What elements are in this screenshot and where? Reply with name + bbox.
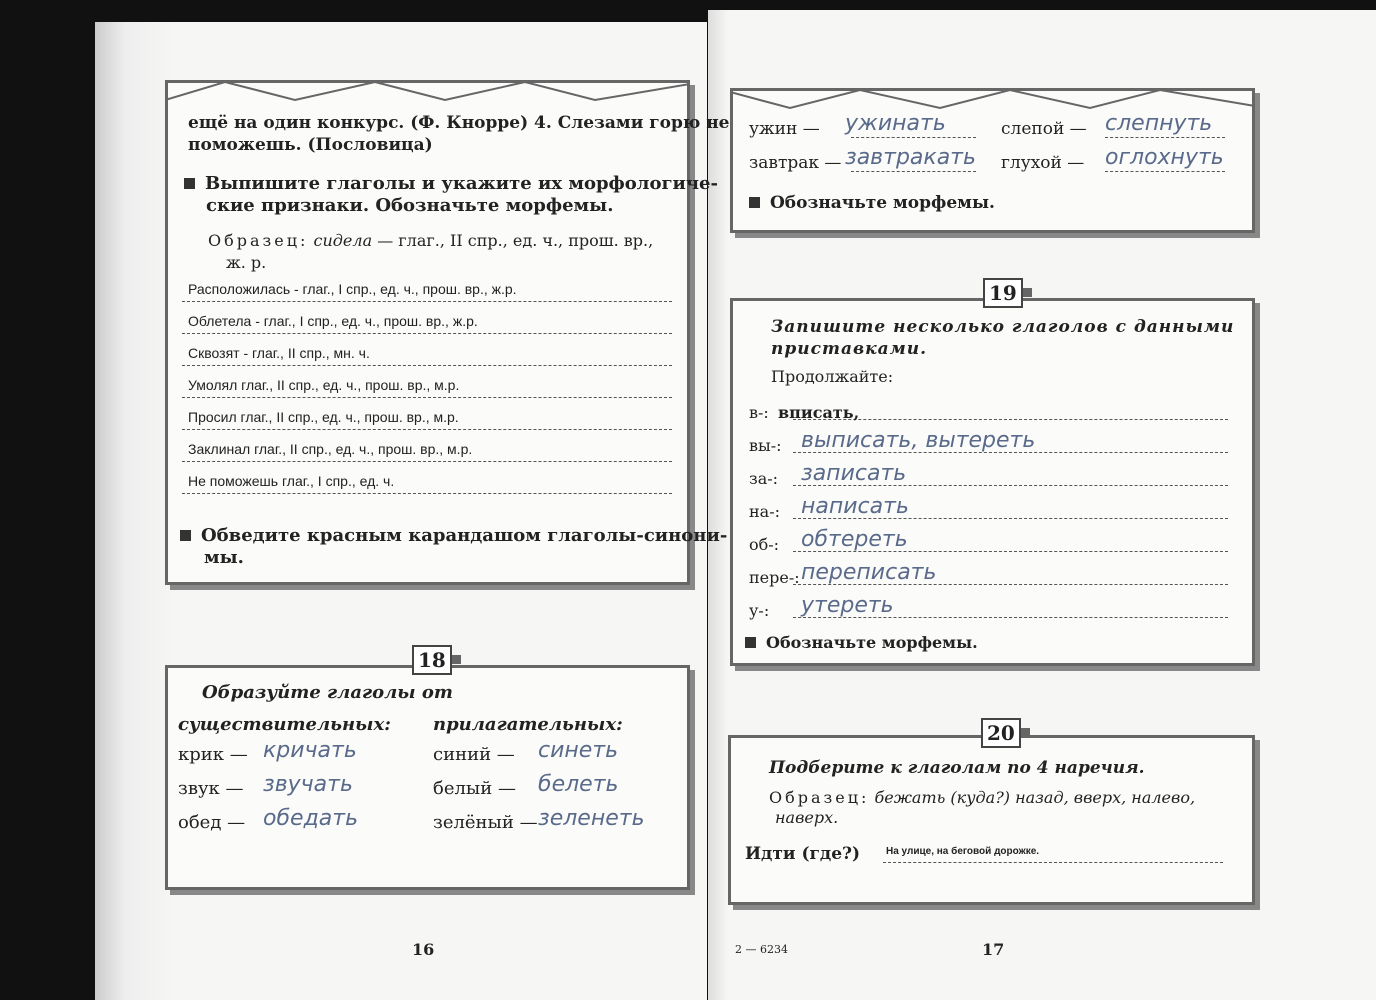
exercise-top-box	[730, 88, 1255, 233]
task-text: мы.	[204, 547, 244, 568]
base-noun: крик —	[178, 744, 248, 765]
handwritten-answer[interactable]: написать	[801, 494, 909, 519]
answer-line	[182, 365, 672, 366]
answer-text[interactable]: Облетела - глаг., I спр., ед. ч., прош. вр., ж.р.	[188, 313, 478, 329]
exercise-number: 20	[981, 718, 1021, 748]
exercise-17-box	[165, 80, 730, 585]
answer-line	[851, 171, 976, 172]
sample: ж. р.	[226, 253, 267, 272]
task-text: Обведите красным карандашом глаголы-синони-	[180, 525, 727, 546]
handwritten-answer[interactable]: слепнуть	[1105, 111, 1213, 136]
answer-line	[883, 862, 1223, 863]
answer-text[interactable]: Сквозят - глаг., II спр., мн. ч.	[188, 345, 370, 361]
question: Идти (где?)	[745, 844, 861, 864]
base-adjective: белый —	[433, 778, 516, 799]
prefix-label: пере-:	[749, 568, 800, 587]
sample: Образец: сидела — глаг., II спр., ед. ч., прош. вр.,	[208, 231, 654, 250]
handwritten-answer[interactable]: обтереть	[801, 527, 908, 552]
handwritten-answer[interactable]: белеть	[538, 772, 619, 797]
answer-text[interactable]: Не поможешь глаг., I спр., ед. ч.	[188, 473, 395, 489]
handwritten-answer[interactable]: оглохнуть	[1105, 145, 1224, 170]
prefix-label: об-:	[749, 535, 780, 554]
prefix-label: на-:	[749, 502, 780, 521]
handwritten-answer[interactable]: ужинать	[845, 111, 946, 136]
sample-answer: вписать,	[778, 403, 860, 422]
answer-text[interactable]: Заклинал глаг., II спр., ед. ч., прош. вр., м.р.	[188, 441, 473, 457]
base-adjective: слепой —	[1001, 119, 1087, 139]
task-text: Обозначьте морфемы.	[749, 193, 995, 213]
handwritten-answer[interactable]: звучать	[263, 772, 353, 797]
base-adjective: синий —	[433, 744, 515, 765]
task-text: ские признаки. Обозначьте морфемы.	[206, 195, 614, 216]
answer-line	[851, 137, 976, 138]
intro-line: поможешь. (Пословица)	[188, 135, 433, 155]
answer-text[interactable]: Умолял глаг., II спр., ед. ч., прош. вр., м.р.	[188, 377, 460, 393]
base-noun: ужин —	[749, 119, 820, 139]
sample: Образец: бежать (куда?) назад, вверх, налево,	[769, 788, 1196, 807]
intro-line: ещё на один конкурс. (Ф. Кнорре) 4. Слезами горю не	[188, 113, 730, 133]
exercise-number: 18	[412, 645, 452, 675]
task-text: Обозначьте морфемы.	[745, 633, 978, 652]
base-adjective: зелёный —	[433, 812, 538, 833]
exercise-18-box	[165, 665, 690, 890]
answer-text[interactable]: Просил глаг., II спр., ед. ч., прош. вр., м.р.	[188, 409, 459, 425]
handwritten-answer[interactable]: выписать, вытереть	[801, 428, 1036, 453]
prefix-label: за-:	[749, 469, 779, 488]
page-number: 16	[412, 940, 435, 959]
exercise-title: Запишите несколько глаголов с данными	[771, 317, 1235, 337]
signature-mark: 2 — 6234	[735, 943, 788, 956]
sample: наверх.	[775, 808, 839, 827]
base-noun: звук —	[178, 778, 244, 799]
prefix-label: вы-:	[749, 436, 782, 455]
exercise-title: приставками.	[771, 339, 928, 359]
column-header: существительных:	[178, 714, 391, 735]
base-noun: обед —	[178, 812, 246, 833]
answer-line	[182, 461, 672, 462]
answer-line	[1105, 171, 1225, 172]
answer-line	[182, 429, 672, 430]
column-header: прилагательных:	[433, 714, 623, 735]
answer-line	[1105, 137, 1225, 138]
base-noun: завтрак —	[749, 153, 842, 173]
answer-text[interactable]: На улице, на беговой дорожке.	[886, 846, 1040, 857]
prefix-label: в-:	[749, 403, 769, 422]
handwritten-answer[interactable]: утереть	[801, 593, 894, 618]
handwritten-answer[interactable]: переписать	[801, 560, 937, 585]
base-adjective: глухой —	[1001, 153, 1085, 173]
exercise-20-box	[728, 735, 1255, 905]
page-number: 17	[982, 940, 1005, 959]
handwritten-answer[interactable]: синеть	[538, 738, 619, 763]
prefix-label: у-:	[749, 601, 770, 620]
handwritten-answer[interactable]: записать	[801, 461, 907, 486]
answer-line	[182, 493, 672, 494]
handwritten-answer[interactable]: завтракать	[845, 145, 976, 170]
answer-line	[182, 397, 672, 398]
task-text: Выпишите глаголы и укажите их морфологиче-	[184, 173, 718, 194]
answer-line	[182, 333, 672, 334]
exercise-19-box	[730, 298, 1255, 666]
exercise-title: Образуйте глаголы от	[202, 682, 453, 703]
exercise-title: Подберите к глаголам по 4 наречия.	[769, 758, 1145, 778]
handwritten-answer[interactable]: кричать	[263, 738, 357, 763]
instruction: Продолжайте:	[771, 367, 894, 386]
handwritten-answer[interactable]: зеленеть	[538, 806, 645, 831]
answer-text[interactable]: Расположилась - глаг., I спр., ед. ч., прош. вр., ж.р.	[188, 281, 517, 297]
answer-line	[182, 301, 672, 302]
exercise-number: 19	[983, 278, 1023, 308]
handwritten-answer[interactable]: обедать	[263, 806, 359, 831]
